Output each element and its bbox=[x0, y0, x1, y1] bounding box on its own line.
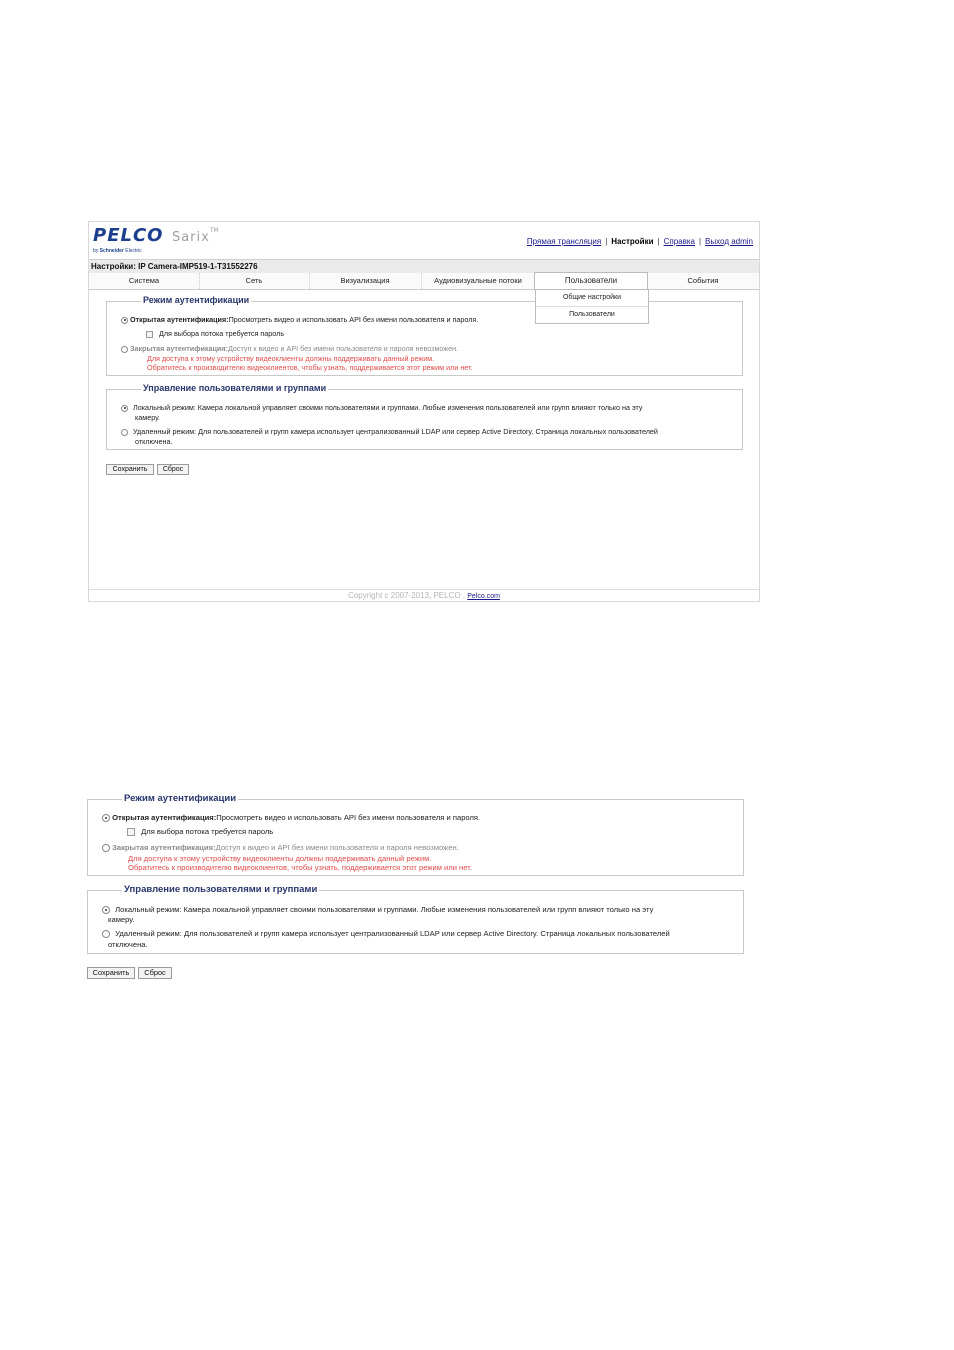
open-auth-desc: Просмотреть видео и использовать API без имени пользователя и пароля. bbox=[216, 813, 481, 822]
user-management-fieldset bbox=[106, 383, 743, 450]
user-management-legend: Управление пользователями и группами bbox=[143, 383, 327, 393]
remote-mode-radio[interactable] bbox=[121, 429, 128, 436]
remote-mode-label: Удаленный режим: Для пользователей и групп камера использует централизованный LDAP или сервер Active Directory. Страница локальных пользователей bbox=[115, 929, 670, 938]
settings-tabs bbox=[89, 273, 759, 290]
pelco-link[interactable]: Pelco.com bbox=[467, 593, 500, 600]
tab-imaging[interactable]: Визуализация bbox=[309, 273, 422, 289]
open-auth-label: Открытая аутентификация: bbox=[112, 813, 217, 822]
tab-network[interactable]: Сеть bbox=[199, 273, 310, 289]
open-auth-radio[interactable] bbox=[102, 814, 110, 822]
remote-mode-row bbox=[102, 929, 670, 938]
footer bbox=[89, 589, 759, 601]
camera-settings-screenshot bbox=[88, 221, 760, 602]
local-mode-label-cont: камеру. bbox=[108, 915, 135, 924]
tab-av-streams[interactable]: Аудиовизуальные потоки bbox=[421, 273, 536, 289]
local-mode-label-cont: камеру. bbox=[135, 413, 161, 422]
remote-mode-label-cont: отключена. bbox=[135, 437, 173, 446]
save-button[interactable]: Сохранить bbox=[87, 967, 135, 979]
closed-auth-row bbox=[121, 344, 458, 353]
reset-button[interactable]: Сброс bbox=[138, 967, 172, 979]
tab-events[interactable]: События bbox=[687, 276, 719, 285]
open-auth-radio[interactable] bbox=[121, 317, 128, 324]
stream-password-checkbox[interactable] bbox=[127, 828, 135, 836]
local-mode-label: Локальный режим: Камера локальной управляет своими пользователями и группами. Любые изменения пользователей или групп влияют только на эту bbox=[115, 905, 654, 914]
open-auth-label: Открытая аутентификация: bbox=[130, 315, 229, 324]
top-navigation: Прямая трансляция | Настройки | Справка | Выход admin bbox=[526, 237, 753, 246]
local-mode-radio[interactable] bbox=[121, 405, 128, 412]
product-name: Sarix™ bbox=[171, 227, 219, 245]
reset-button[interactable]: Сброс bbox=[157, 464, 189, 475]
local-mode-label: Локальный режим: Камера локальной управляет своими пользователями и группами. Любые изменения пользователей или групп влияют только на эту bbox=[133, 403, 643, 412]
nav-help[interactable]: Справка bbox=[663, 237, 695, 246]
menu-item-users[interactable]: Пользователи bbox=[569, 311, 615, 318]
closed-auth-note-1: Для доступа к этому устройству видеоклиенты должны поддерживать данный режим. bbox=[147, 354, 435, 363]
open-auth-desc: Просмотреть видео и использовать API без имени пользователя и пароля. bbox=[228, 315, 479, 324]
stream-password-row bbox=[127, 827, 273, 836]
closed-auth-label: Закрытая аутентификация: bbox=[112, 843, 216, 852]
menu-item-general-settings[interactable]: Общие настройки bbox=[536, 290, 648, 307]
pelco-logo bbox=[93, 227, 219, 254]
closed-auth-radio[interactable] bbox=[121, 346, 128, 353]
stream-password-row bbox=[146, 329, 284, 338]
stream-password-checkbox[interactable] bbox=[146, 331, 153, 338]
user-management-legend: Управление пользователями и группами bbox=[124, 884, 318, 895]
open-auth-row bbox=[102, 813, 480, 822]
users-dropdown-menu bbox=[535, 289, 649, 324]
local-mode-radio[interactable] bbox=[102, 906, 110, 914]
tab-users[interactable]: Пользователи bbox=[534, 272, 648, 290]
closed-auth-radio[interactable] bbox=[102, 844, 110, 852]
remote-mode-row bbox=[121, 427, 658, 436]
closed-auth-note-2: Обратитесь к производителю видеоклиентов, чтобы узнать, поддерживается этот режим или нет. bbox=[128, 863, 472, 872]
remote-mode-label-cont: отключена. bbox=[108, 940, 148, 949]
logo-text: PELCO bbox=[93, 225, 164, 246]
closed-auth-desc: Доступ к видео и API без имени пользователя и пароля невозможен. bbox=[215, 843, 459, 852]
stream-password-label: Для выбора потока требуется пароль bbox=[159, 329, 285, 338]
open-auth-row bbox=[121, 315, 478, 324]
auth-mode-legend: Режим аутентификации bbox=[124, 793, 237, 804]
nav-settings[interactable]: Настройки bbox=[611, 237, 654, 246]
closed-auth-row bbox=[102, 843, 459, 852]
nav-live-view[interactable]: Прямая трансляция bbox=[526, 237, 602, 246]
remote-mode-radio[interactable] bbox=[102, 930, 110, 938]
local-mode-row bbox=[102, 905, 653, 914]
auth-mode-legend: Режим аутентификации bbox=[143, 295, 250, 305]
auth-mode-fieldset-zoomed bbox=[87, 793, 744, 876]
closed-auth-note-1: Для доступа к этому устройству видеоклиенты должны поддерживать данный режим. bbox=[128, 854, 432, 863]
user-management-fieldset-zoomed bbox=[87, 884, 744, 954]
header bbox=[89, 222, 759, 259]
schneider-tagline: by Schneider Electric bbox=[93, 248, 142, 254]
remote-mode-label: Удаленный режим: Для пользователей и групп камера использует централизованный LDAP или сервер Active Directory. Страница локальных пользователей bbox=[133, 427, 658, 436]
closed-auth-note-2: Обратитесь к производителю видеоклиентов, чтобы узнать, поддерживается этот режим или нет. bbox=[147, 363, 473, 372]
closed-auth-desc: Доступ к видео и API без имени пользователя и пароля невозможен. bbox=[227, 344, 459, 353]
copyright-text: Copyright c 2007-2013, PELCO , bbox=[348, 591, 466, 600]
nav-logout[interactable]: Выход admin bbox=[705, 237, 753, 246]
save-button[interactable]: Сохранить bbox=[106, 464, 154, 475]
closed-auth-label: Закрытая аутентификация: bbox=[130, 344, 228, 353]
stream-password-label: Для выбора потока требуется пароль bbox=[141, 827, 274, 836]
page-title: Настройки: IP Camera-IMP519-1-T31552276 bbox=[89, 259, 759, 273]
local-mode-row bbox=[121, 403, 642, 412]
tab-system[interactable]: Система bbox=[89, 273, 200, 289]
